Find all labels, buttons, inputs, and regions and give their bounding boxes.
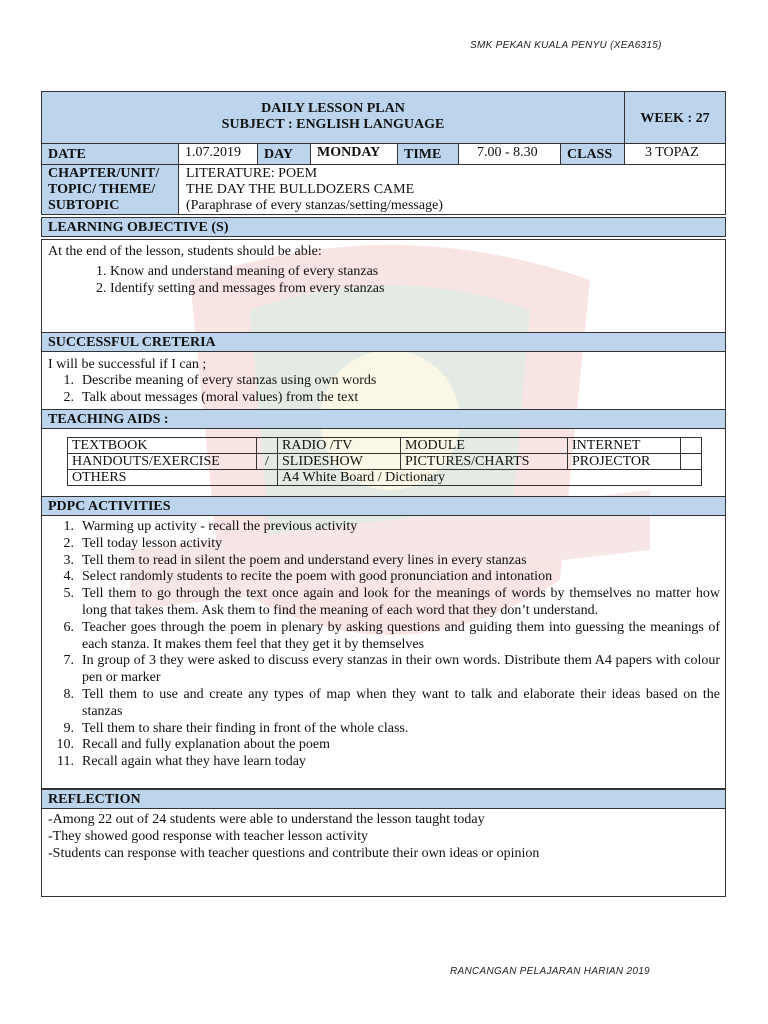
day-value: MONDAY [317, 145, 381, 160]
activity-item [48, 737, 720, 754]
aid-check [257, 438, 278, 454]
topic-line-3: (Paraphrase of every stanzas/setting/message) [186, 198, 443, 213]
title-cell [41, 91, 625, 144]
activity-number: 10. [56, 737, 74, 753]
class-label: CLASS [567, 147, 613, 162]
objective-intro: At the end of the lesson, students should be able: [48, 244, 322, 259]
criteria-heading-text: SUCCESSFUL CRETERIA [48, 335, 216, 350]
activity-text: Select randomly students to recite the poem with good pronunciation and intonation [82, 569, 553, 585]
activity-item [48, 687, 720, 721]
teaching-aids-table [67, 437, 702, 486]
title-line-1: DAILY LESSON PLAN [261, 101, 405, 116]
day-label: DAY [264, 147, 294, 162]
activity-number: 7. [63, 653, 74, 669]
activity-text: Recall again what they have learn today [82, 754, 306, 770]
activity-number: 2. [63, 535, 74, 551]
time-value-cell [458, 143, 561, 165]
class-value-cell [624, 143, 726, 165]
date-label-cell [41, 143, 179, 165]
criteria-text: Talk about messages (moral values) from the text [82, 390, 359, 405]
topic-line-2: THE DAY THE BULLDOZERS CAME [186, 182, 415, 197]
reflection-heading-text: REFLECTION [48, 792, 141, 807]
class-value: 3 TOPAZ [645, 145, 699, 160]
activity-text: Tell them to go through the text once again and look for the meanings of words by themselves no matter how long that takes them. Ask them to find the meaning of each word that they don’t understand. [82, 586, 720, 618]
activity-text: Tell them to read in silent the poem and understand every lines in every stanzas [82, 552, 527, 568]
activity-item [48, 536, 720, 553]
activity-item [48, 721, 720, 738]
activity-text: Recall and fully explanation about the poem [82, 737, 331, 753]
activity-text: Tell today lesson activity [82, 535, 223, 551]
criteria-text: Describe meaning of every stanzas using own words [82, 373, 377, 388]
activity-number: 8. [63, 686, 74, 702]
reflection-heading [41, 789, 726, 809]
activity-item [48, 586, 720, 620]
date-value: 1.07.2019 [185, 145, 241, 160]
aid-cell: PROJECTOR [568, 454, 681, 470]
criteria-heading [41, 332, 726, 352]
activity-number: 1. [63, 519, 74, 534]
topic-label-2: TOPIC/ THEME/ [48, 182, 156, 197]
day-label-cell [257, 143, 311, 165]
activity-number: 11. [57, 754, 74, 770]
activities-heading [41, 496, 726, 516]
aid-cell: RADIO /TV [278, 438, 401, 454]
reflection-line: -Among 22 out of 24 students were able to understand the lesson taught today [48, 812, 485, 827]
aid-cell: HANDOUTS/EXERCISE [68, 454, 257, 470]
criteria-item [48, 389, 688, 406]
objective-item: 1. Know and understand meaning of every stanzas [96, 264, 379, 279]
activities-list [48, 519, 720, 771]
topic-value-cell [178, 164, 726, 215]
criteria-item [48, 372, 688, 389]
activity-item [48, 653, 720, 687]
activity-number: 6. [63, 619, 74, 635]
activity-number: 5. [63, 586, 74, 602]
school-name: SMK PEKAN KUALA PENYU (XEA6315) [470, 40, 662, 51]
activity-text: In group of 3 they were asked to discuss every stanzas in their own words. Distribute them A4 papers with colour pen or marker [82, 653, 720, 686]
criteria-number: 2. [63, 390, 74, 405]
time-label: TIME [404, 147, 442, 162]
activity-text: Tell them to share their finding in front of the whole class. [82, 720, 409, 736]
objective-item: 2. Identify setting and messages from every stanzas [96, 281, 385, 296]
objective-heading-text: LEARNING OBJECTIVE (S) [48, 220, 229, 235]
activity-text: Teacher goes through the poem in plenary by asking questions and guiding them into guessing the meanings of each stanza. It makes them feel that they get it by themselves [82, 619, 720, 652]
criteria-intro: I will be successful if I can ; [48, 357, 207, 372]
footer-text: RANCANGAN PELAJARAN HARIAN 2019 [450, 966, 650, 977]
aid-check: / [257, 454, 278, 470]
aid-other-value: A4 White Board / Dictionary [278, 470, 702, 486]
activity-item [48, 569, 720, 586]
reflection-line: -Students can response with teacher questions and contribute their own ideas or opinion [48, 846, 540, 861]
class-label-cell [560, 143, 625, 165]
aids-heading-text: TEACHING AIDS : [48, 412, 169, 427]
aid-cell: INTERNET [568, 438, 681, 454]
activity-number: 3. [63, 552, 74, 568]
topic-label-cell [41, 164, 179, 215]
aids-row [68, 438, 702, 454]
activity-text: Tell them to use and create any types of map when they want to talk and elaborate their ideas based on the stanzas [82, 686, 720, 719]
date-value-cell [178, 143, 258, 165]
day-value-cell [310, 143, 398, 165]
activity-item [48, 519, 720, 536]
date-label: DATE [48, 147, 86, 162]
activity-item [48, 754, 720, 771]
activity-text: Warming up activity - recall the previous activity [82, 519, 358, 534]
topic-label-1: CHAPTER/UNIT/ [48, 166, 160, 181]
week-label: WEEK : 27 [640, 111, 710, 126]
aid-cell: TEXTBOOK [68, 438, 257, 454]
topic-label-3: SUBTOPIC [48, 198, 120, 213]
aid-cell: SLIDESHOW [278, 454, 401, 470]
activity-number: 9. [63, 720, 74, 736]
aid-cell: OTHERS [68, 470, 278, 486]
aids-row [68, 454, 702, 470]
activities-heading-text: PDPC ACTIVITIES [48, 499, 171, 514]
criteria-number: 1. [63, 373, 74, 388]
time-label-cell [397, 143, 459, 165]
aid-check [681, 454, 702, 470]
title-line-2: SUBJECT : ENGLISH LANGUAGE [221, 117, 445, 132]
aid-cell: MODULE [401, 438, 568, 454]
activity-number: 4. [63, 569, 74, 585]
aid-check [681, 438, 702, 454]
topic-line-1: LITERATURE: POEM [186, 166, 318, 181]
time-value: 7.00 - 8.30 [477, 145, 538, 160]
aids-row [68, 470, 702, 486]
aids-heading [41, 409, 726, 429]
activity-item [48, 620, 720, 654]
reflection-line: -They showed good response with teacher lesson activity [48, 829, 368, 844]
aid-cell: PICTURES/CHARTS [401, 454, 568, 470]
activity-item [48, 553, 720, 570]
objective-heading [41, 217, 726, 237]
week-cell [624, 91, 726, 144]
